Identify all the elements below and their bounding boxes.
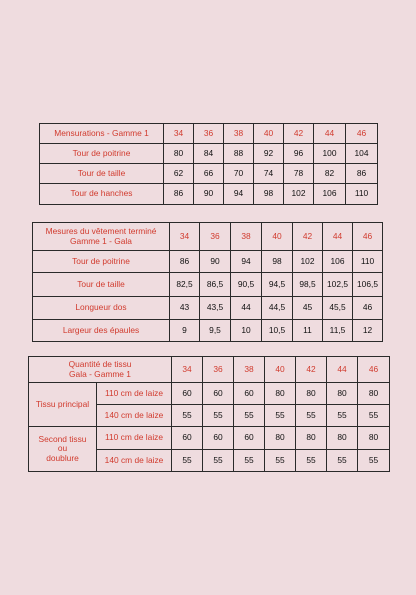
- cell-value: 90: [194, 184, 224, 205]
- size-header: 38: [224, 124, 254, 144]
- size-header: 34: [172, 357, 203, 383]
- size-header: 38: [231, 223, 262, 251]
- cell-value: 44: [231, 297, 262, 320]
- cell-value: 90: [200, 251, 231, 273]
- group-label-line: doublure: [46, 452, 79, 463]
- cell-value: 55: [296, 405, 327, 427]
- cell-value: 86: [346, 164, 378, 184]
- cell-value: 102: [293, 251, 323, 273]
- cell-value: 102,5: [323, 273, 353, 297]
- cell-value: 86: [170, 251, 200, 273]
- cell-value: 74: [254, 164, 284, 184]
- size-header: 36: [203, 357, 234, 383]
- cell-value: 80: [164, 144, 194, 164]
- table-row: [40, 144, 378, 164]
- cell-value: 82: [314, 164, 346, 184]
- table-title-line: Quantité de tissu: [68, 358, 132, 369]
- cell-value: 43,5: [200, 297, 231, 320]
- cell-value: 10: [231, 320, 262, 342]
- table-row: [40, 164, 378, 184]
- cell-value: 60: [234, 427, 265, 450]
- cell-value: 60: [172, 427, 203, 450]
- fabric-group-label: [29, 427, 97, 472]
- table-row: [33, 251, 383, 273]
- cell-value: 98: [262, 251, 293, 273]
- cell-value: 104: [346, 144, 378, 164]
- cell-value: 106,5: [353, 273, 383, 297]
- size-header: 40: [265, 357, 296, 383]
- cell-value: 98: [254, 184, 284, 205]
- cell-value: 60: [203, 383, 234, 405]
- group-label-line: ou: [57, 443, 68, 454]
- size-header-row: [33, 223, 383, 251]
- cell-value: 94: [224, 184, 254, 205]
- cell-value: 92: [254, 144, 284, 164]
- size-header: 36: [200, 223, 231, 251]
- cell-value: 80: [265, 383, 296, 405]
- cell-value: 60: [234, 383, 265, 405]
- table-row: [40, 184, 378, 205]
- size-header: 34: [170, 223, 200, 251]
- table-title: [33, 223, 170, 251]
- cell-value: 70: [224, 164, 254, 184]
- table-row: [33, 297, 383, 320]
- garment-measurements-table: [32, 222, 383, 342]
- size-header: 44: [327, 357, 358, 383]
- group-label-line: Tissu principal: [35, 398, 90, 409]
- fabric-width-label: 140 cm de laize: [97, 405, 172, 427]
- cell-value: 90,5: [231, 273, 262, 297]
- row-label: Tour de hanches: [40, 184, 164, 205]
- cell-value: 55: [203, 405, 234, 427]
- cell-value: 86,5: [200, 273, 231, 297]
- cell-value: 102: [284, 184, 314, 205]
- cell-value: 55: [265, 405, 296, 427]
- table-row: [29, 427, 390, 450]
- cell-value: 44,5: [262, 297, 293, 320]
- body-measurements-table: [39, 123, 378, 205]
- cell-value: 60: [203, 427, 234, 450]
- cell-value: 88: [224, 144, 254, 164]
- cell-value: 80: [265, 427, 296, 450]
- row-label: Longueur dos: [33, 297, 170, 320]
- cell-value: 98,5: [293, 273, 323, 297]
- size-header: 40: [262, 223, 293, 251]
- size-header: 42: [293, 223, 323, 251]
- cell-value: 55: [327, 405, 358, 427]
- row-label: Tour de taille: [33, 273, 170, 297]
- fabric-width-label: 110 cm de laize: [97, 427, 172, 450]
- fabric-width-label: 110 cm de laize: [97, 383, 172, 405]
- cell-value: 66: [194, 164, 224, 184]
- cell-value: 80: [296, 427, 327, 450]
- group-label-line: Second tissu: [38, 433, 87, 444]
- cell-value: 45: [293, 297, 323, 320]
- cell-value: 55: [172, 405, 203, 427]
- fabric-quantity-table: [28, 356, 390, 472]
- cell-value: 110: [353, 251, 383, 273]
- cell-value: 55: [172, 450, 203, 472]
- table-title: Mensurations - Gamme 1: [40, 124, 164, 144]
- size-header: 34: [164, 124, 194, 144]
- cell-value: 84: [194, 144, 224, 164]
- size-header: 36: [194, 124, 224, 144]
- table-title: [29, 357, 172, 383]
- table-subtitle-line: Gamme 1 - Gala: [70, 235, 132, 246]
- cell-value: 55: [358, 405, 390, 427]
- size-header: 44: [323, 223, 353, 251]
- cell-value: 80: [327, 427, 358, 450]
- table-subtitle-line: Gala - Gamme 1: [69, 368, 131, 379]
- row-label: Tour de taille: [40, 164, 164, 184]
- size-header: 44: [314, 124, 346, 144]
- row-label: Tour de poitrine: [40, 144, 164, 164]
- cell-value: 55: [327, 450, 358, 472]
- cell-value: 55: [234, 405, 265, 427]
- cell-value: 11: [293, 320, 323, 342]
- size-header: 46: [358, 357, 390, 383]
- cell-value: 55: [234, 450, 265, 472]
- size-header: 40: [254, 124, 284, 144]
- cell-value: 96: [284, 144, 314, 164]
- fabric-width-label: 140 cm de laize: [97, 450, 172, 472]
- cell-value: 78: [284, 164, 314, 184]
- fabric-group-label: [29, 383, 97, 427]
- cell-value: 43: [170, 297, 200, 320]
- table-title-line: Mesures du vêtement terminé: [45, 225, 157, 236]
- size-header: 42: [296, 357, 327, 383]
- cell-value: 80: [358, 383, 390, 405]
- cell-value: 11,5: [323, 320, 353, 342]
- size-header: 46: [346, 124, 378, 144]
- cell-value: 45,5: [323, 297, 353, 320]
- size-header-row: [40, 124, 378, 144]
- cell-value: 9: [170, 320, 200, 342]
- cell-value: 46: [353, 297, 383, 320]
- cell-value: 55: [203, 450, 234, 472]
- cell-value: 100: [314, 144, 346, 164]
- cell-value: 94: [231, 251, 262, 273]
- cell-value: 60: [172, 383, 203, 405]
- cell-value: 55: [265, 450, 296, 472]
- cell-value: 94,5: [262, 273, 293, 297]
- cell-value: 110: [346, 184, 378, 205]
- row-label: Tour de poitrine: [33, 251, 170, 273]
- cell-value: 80: [327, 383, 358, 405]
- cell-value: 55: [296, 450, 327, 472]
- size-header: 46: [353, 223, 383, 251]
- table-row: [33, 273, 383, 297]
- cell-value: 82,5: [170, 273, 200, 297]
- cell-value: 62: [164, 164, 194, 184]
- size-header: 42: [284, 124, 314, 144]
- cell-value: 10,5: [262, 320, 293, 342]
- cell-value: 86: [164, 184, 194, 205]
- table-row: [33, 320, 383, 342]
- size-header: 38: [234, 357, 265, 383]
- cell-value: 80: [296, 383, 327, 405]
- cell-value: 9,5: [200, 320, 231, 342]
- cell-value: 12: [353, 320, 383, 342]
- cell-value: 55: [358, 450, 390, 472]
- cell-value: 80: [358, 427, 390, 450]
- table-row: [29, 383, 390, 405]
- cell-value: 106: [314, 184, 346, 205]
- cell-value: 106: [323, 251, 353, 273]
- size-header-row: [29, 357, 390, 383]
- row-label: Largeur des épaules: [33, 320, 170, 342]
